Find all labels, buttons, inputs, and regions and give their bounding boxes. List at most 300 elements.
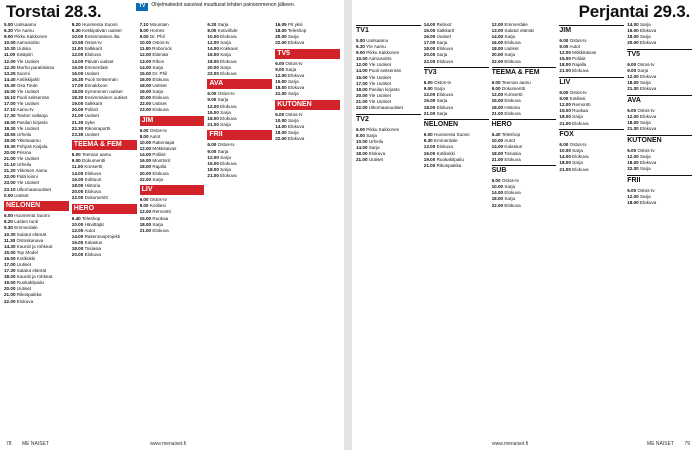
program-listing xyxy=(492,34,557,40)
program-listing xyxy=(4,150,69,156)
program-time: 19.30 xyxy=(4,143,16,149)
program-time: 10.00 xyxy=(491,184,504,190)
program-listing xyxy=(140,197,205,203)
program-listing xyxy=(4,156,69,162)
program-time: 14.00 xyxy=(275,124,287,130)
program-listing xyxy=(492,59,557,65)
program-title: Ostos-tv xyxy=(217,142,235,148)
program-title: Elokuva xyxy=(639,86,657,92)
program-title: Sarja xyxy=(436,40,448,46)
program-time: 9.00 xyxy=(356,50,365,56)
program-listing xyxy=(140,164,205,170)
program-time: 6.20 xyxy=(207,22,217,27)
program-listing xyxy=(627,154,692,160)
channel-header: TV1 xyxy=(356,25,421,36)
program-title: Puoli seitsemän xyxy=(368,68,402,74)
program-listing xyxy=(4,46,69,52)
program-time: 6.40 xyxy=(491,132,501,138)
program-time: 23.00 xyxy=(139,107,152,113)
program-listing xyxy=(140,134,205,140)
channel-header: SUB xyxy=(492,165,557,176)
program-title: Sarja xyxy=(572,160,583,166)
program-title: Kauniit ja rohkeat xyxy=(16,243,53,249)
program-time: 14.40 xyxy=(4,76,16,82)
program-title: Sarja xyxy=(287,91,299,97)
program-time: 12.00 xyxy=(559,102,571,108)
program-listing xyxy=(275,34,340,40)
program-title: Ostos-tv xyxy=(149,197,167,203)
program-title: Prisma xyxy=(16,149,32,155)
program-title: Elokuva xyxy=(436,92,453,98)
program-listing xyxy=(140,59,205,65)
program-title: Ostos-tv xyxy=(637,147,655,153)
program-listing xyxy=(492,157,557,163)
program-title: Kymmenen uutiset xyxy=(84,89,123,95)
program-time: 6.40 xyxy=(71,215,81,221)
listing-columns-right xyxy=(356,22,692,434)
program-title: Huomenta Suomi xyxy=(14,213,50,219)
program-listing xyxy=(207,91,272,97)
program-time: 21.00 xyxy=(356,157,368,163)
program-title: Ostos-tv xyxy=(149,127,167,133)
program-time: 18.00 xyxy=(423,104,436,110)
program-listing xyxy=(424,52,489,58)
program-time: 18.00 xyxy=(139,164,152,170)
program-title: Emmerdale xyxy=(84,64,109,70)
program-title: Top Model xyxy=(16,249,38,255)
program-time: 21.00 xyxy=(207,172,219,178)
program-time: 14.00 xyxy=(139,64,152,70)
program-listing xyxy=(72,240,137,246)
program-time: 14.00 xyxy=(71,233,84,239)
program-time: 16.00 xyxy=(491,40,504,46)
program-listing xyxy=(72,195,137,201)
program-time: 18.00 xyxy=(71,89,84,95)
program-time: 15.00 xyxy=(4,249,16,255)
program-title: Dr. Phil xyxy=(152,70,168,76)
program-listing xyxy=(4,187,69,193)
program-listing xyxy=(492,178,557,184)
program-title: Mökkitaivas xyxy=(572,50,597,56)
program-time: 10.00 xyxy=(139,40,152,46)
program-listing xyxy=(424,46,489,52)
magazine-name-right: ME NAISET xyxy=(647,441,674,447)
program-time: 10.00 xyxy=(356,138,368,144)
program-listing xyxy=(4,77,69,83)
program-listing xyxy=(424,80,489,86)
program-title: Sisäpiiri xyxy=(16,52,33,58)
program-time: 14.00 xyxy=(559,154,571,160)
program-title: Yle Uutiset xyxy=(368,74,391,80)
program-listing xyxy=(424,132,489,138)
program-time: 18.00 xyxy=(627,34,639,40)
program-listing xyxy=(207,110,272,116)
program-time: 21.00 xyxy=(275,91,287,97)
program-listing xyxy=(424,157,489,163)
program-listing xyxy=(72,164,137,170)
program-title: Elokuva xyxy=(504,40,521,46)
program-title: Urheilu xyxy=(368,138,384,144)
program-listing xyxy=(72,34,137,40)
program-time: 15.00 xyxy=(491,98,504,104)
program-listing xyxy=(207,155,272,161)
program-time: 16.00 xyxy=(139,158,152,164)
program-title: Poliisit xyxy=(84,107,98,113)
program-title: Dr. Phil xyxy=(149,34,165,40)
program-time: 11.00 xyxy=(4,52,16,58)
program-time: 18.00 xyxy=(491,46,504,52)
program-title: Mökkitaivas xyxy=(152,146,177,152)
program-time: 9.20 xyxy=(71,22,81,27)
program-title: Sarja xyxy=(285,66,297,72)
program-time: 22.30 xyxy=(71,125,84,131)
program-time: 19.00 xyxy=(423,156,436,162)
program-listing xyxy=(424,34,489,40)
program-listing xyxy=(140,140,205,146)
program-time: 11.00 xyxy=(139,46,151,52)
program-title: Kalastus xyxy=(504,144,522,150)
program-time: 15.00 xyxy=(139,215,152,221)
page-title-right: Perjantai 29.3. xyxy=(578,2,690,21)
program-time: 21.30 xyxy=(71,119,84,125)
listing-column xyxy=(559,22,624,434)
program-listing xyxy=(72,113,137,119)
program-time: 18.30 xyxy=(4,125,16,131)
program-listing xyxy=(4,244,69,250)
program-title: Aamusoitto xyxy=(368,56,392,62)
program-listing xyxy=(72,126,137,132)
program-listing xyxy=(207,97,272,103)
program-listing xyxy=(559,108,624,114)
program-listing xyxy=(424,28,489,34)
program-title: Kotiliesi xyxy=(149,203,166,209)
program-listing xyxy=(4,107,69,113)
program-time: 6.00 xyxy=(71,152,81,158)
program-time: 14.00 xyxy=(491,190,504,196)
program-listing xyxy=(627,120,692,126)
program-title: Elokuva xyxy=(436,144,453,150)
program-time: 13.00 xyxy=(139,58,152,64)
program-listing xyxy=(72,77,137,83)
program-title: Dokumentti xyxy=(501,86,526,92)
program-title: Elokuva xyxy=(639,28,657,34)
program-time: 6.00 xyxy=(627,61,637,67)
program-listing xyxy=(72,177,137,183)
program-time: 18.00 xyxy=(423,46,436,52)
program-title: Yle Uutiset xyxy=(368,62,391,68)
program-title: Sarja xyxy=(220,40,231,46)
program-listing xyxy=(559,160,624,166)
program-title: Yle Uutiset xyxy=(16,156,39,162)
program-time: 20.00 xyxy=(71,188,84,194)
program-title: Elokuva xyxy=(16,298,34,304)
program-time: 0.00 xyxy=(4,192,13,198)
program-time: 20.00 xyxy=(71,107,84,113)
program-title: Elokuva xyxy=(152,95,169,101)
program-listing xyxy=(4,219,69,225)
program-time: 18.00 xyxy=(71,246,84,251)
program-listing xyxy=(424,22,489,28)
program-title: Elokuva xyxy=(220,103,237,109)
program-title: Remontti xyxy=(572,102,591,108)
program-listing xyxy=(559,68,624,74)
program-time: 6.00 xyxy=(559,142,569,148)
program-title: Hävittäjät xyxy=(84,221,104,227)
program-listing xyxy=(424,138,489,144)
program-title: Uutiset xyxy=(84,113,99,119)
program-listing xyxy=(424,98,489,104)
program-time: 15.00 xyxy=(559,108,571,114)
program-title: Sarja xyxy=(220,154,231,160)
program-title: Kulttuuri xyxy=(84,176,102,182)
program-listing xyxy=(356,127,421,133)
page-title-left: Torstai 28.3. xyxy=(6,2,102,21)
program-time: 9.30 xyxy=(71,28,81,34)
program-time: 10.00 xyxy=(491,138,504,144)
program-listing xyxy=(140,158,205,164)
program-listing xyxy=(72,89,137,95)
program-time: 16.00 xyxy=(4,89,16,95)
program-listing xyxy=(559,96,624,102)
program-listing xyxy=(72,95,137,101)
program-time: 6.00 xyxy=(275,60,285,66)
program-listing xyxy=(207,122,272,128)
program-title: Elokuva xyxy=(436,58,453,64)
program-listing xyxy=(140,83,205,89)
program-time: 21.00 xyxy=(207,121,219,127)
program-title: Yle Uutiset xyxy=(16,58,39,64)
program-time: 6.00 xyxy=(207,142,217,148)
listing-column xyxy=(356,22,421,434)
program-listing xyxy=(4,280,69,286)
program-time: 6.00 xyxy=(207,91,217,97)
program-time: 14.00 xyxy=(491,144,504,150)
program-title: Uutiset xyxy=(368,157,384,163)
program-time: 19.00 xyxy=(4,137,16,143)
program-time: 6.00 xyxy=(627,107,637,113)
magazine-url-left[interactable]: www.menaiset.fi xyxy=(150,441,187,447)
program-title: Elokuva xyxy=(152,107,169,113)
program-listing xyxy=(72,59,137,65)
program-listing xyxy=(356,44,421,50)
program-title: Poliisit xyxy=(152,152,166,158)
channel-header: AVA xyxy=(207,79,272,89)
program-title: Kalastus xyxy=(84,239,103,245)
program-listing xyxy=(559,90,624,96)
program-time: 12.00 xyxy=(4,58,16,64)
program-time: 12.00 xyxy=(356,62,368,68)
program-listing xyxy=(356,68,421,74)
program-title: Teleshop xyxy=(81,215,101,221)
program-time: 9.00 xyxy=(559,96,569,102)
program-listing xyxy=(4,168,69,174)
program-listing xyxy=(140,77,205,83)
program-title: Sarja xyxy=(504,52,516,58)
program-title: Sarja xyxy=(368,144,380,150)
page-number-left: 78 xyxy=(6,441,12,447)
program-listing xyxy=(4,40,69,46)
program-time: 10.00 xyxy=(559,148,571,154)
program-time: 15.00 xyxy=(423,28,436,34)
program-time: 21.00 xyxy=(491,156,504,162)
program-time: 22.00 xyxy=(627,166,639,171)
program-title: Mountain xyxy=(149,22,169,27)
program-listing xyxy=(72,83,137,89)
program-title: Sarja xyxy=(572,114,583,120)
program-title: Keskipäivän uutiset xyxy=(82,28,122,34)
program-time: 18.00 xyxy=(4,119,16,125)
program-title: Teeman aamu xyxy=(81,152,112,158)
program-title: Tosiasia xyxy=(504,150,521,156)
program-title: Sarja xyxy=(220,109,231,115)
program-title: Emmerdale xyxy=(14,225,38,231)
program-title: Elokuva xyxy=(504,156,521,162)
program-title: Uutiset xyxy=(84,131,99,137)
program-title: Kotiliesi xyxy=(569,96,586,102)
program-time: 15.00 xyxy=(423,98,436,104)
program-time: 12.00 xyxy=(423,92,436,98)
program-time: 22.00 xyxy=(139,101,152,107)
program-time: 8.00 xyxy=(139,134,149,139)
program-title: Elokuva xyxy=(639,74,657,80)
program-time: 18.00 xyxy=(559,62,571,68)
program-time: 6.00 xyxy=(559,38,569,43)
program-time: 18.00 xyxy=(207,115,219,121)
program-title: Elokuva xyxy=(84,188,101,194)
program-time: 18.00 xyxy=(275,85,287,91)
program-title: Elokuva xyxy=(436,46,453,52)
program-listing xyxy=(4,292,69,298)
program-title: Elokuva xyxy=(504,110,521,116)
program-title: Elokuva xyxy=(220,58,237,64)
program-listing xyxy=(140,71,205,77)
program-time: 22.00 xyxy=(71,194,84,200)
program-title: Elokuva xyxy=(639,40,657,46)
program-listing xyxy=(72,132,137,138)
program-time: 17.00 xyxy=(423,40,436,46)
program-listing xyxy=(356,56,421,62)
program-listing xyxy=(627,166,692,172)
program-listing xyxy=(356,38,421,44)
program-title: Yle Uutiset xyxy=(368,80,391,86)
program-listing xyxy=(627,80,692,86)
program-time: 18.00 xyxy=(139,221,152,227)
program-listing xyxy=(424,92,489,98)
program-title: Salkkarit xyxy=(84,101,103,107)
program-listing xyxy=(627,114,692,120)
program-title: Elokuva xyxy=(220,70,237,76)
program-time: 6.00 xyxy=(423,132,433,138)
channel-header: KUTONEN xyxy=(275,100,340,110)
program-listing xyxy=(424,144,489,150)
program-time: 12.00 xyxy=(627,113,639,119)
program-time: 6.00 xyxy=(139,127,149,133)
program-title: Sarja xyxy=(637,67,649,73)
listing-column xyxy=(627,22,692,434)
program-listing xyxy=(275,85,340,91)
program-title: Ruokaa xyxy=(572,108,589,114)
program-time: 17.00 xyxy=(4,101,16,107)
program-title: Kotikokki xyxy=(16,255,36,261)
program-title: Sarja xyxy=(220,52,231,58)
program-time: 19.00 xyxy=(4,280,16,286)
program-title: Sarja xyxy=(220,121,231,127)
program-time: 22.00 xyxy=(491,202,504,208)
program-time: 18.00 xyxy=(356,151,368,156)
program-title: Pidä kiinni xyxy=(16,174,38,180)
program-title: Ostos-tv xyxy=(569,142,587,148)
program-title: Ostoskanava xyxy=(16,237,44,243)
program-time: 23.10 xyxy=(4,186,16,192)
program-title: Uutiset xyxy=(84,70,99,76)
program-title: Salkkarit xyxy=(436,28,455,34)
program-listing xyxy=(72,71,137,77)
program-time: 17.30 xyxy=(4,268,16,274)
magazine-url-right[interactable]: www.menaiset.fi xyxy=(492,441,529,447)
program-time: 18.00 xyxy=(139,82,152,88)
program-listing xyxy=(4,28,69,34)
program-time: 9.00 xyxy=(71,158,81,164)
program-listing xyxy=(356,151,421,157)
program-listing xyxy=(4,101,69,107)
program-time: 16.00 xyxy=(423,150,436,156)
program-listing xyxy=(275,91,340,97)
program-listing xyxy=(72,183,137,189)
program-title: Konsertti xyxy=(84,164,103,170)
program-time: 15.00 xyxy=(275,79,287,85)
program-title: Päivän uutiset xyxy=(84,58,114,64)
program-listing xyxy=(275,61,340,67)
program-listing xyxy=(4,299,69,305)
program-title: Elokuva xyxy=(504,58,521,64)
program-time: 12.00 xyxy=(423,144,436,150)
program-listing xyxy=(424,40,489,46)
program-time: 12.00 xyxy=(207,40,219,46)
program-listing xyxy=(627,194,692,200)
program-time: 18.00 xyxy=(491,104,504,110)
program-time: 16.00 xyxy=(207,52,219,58)
program-time: 22.00 xyxy=(207,70,219,76)
program-time: 18.00 xyxy=(4,274,16,280)
program-title: Rakennusprojekti xyxy=(84,233,121,239)
program-listing xyxy=(559,142,624,148)
program-title: Antiikkijahti xyxy=(16,76,40,82)
program-title: Ostos-tv xyxy=(285,60,303,66)
program-listing xyxy=(627,74,692,80)
program-listing xyxy=(4,268,69,274)
program-listing xyxy=(140,203,205,209)
program-title: Sarja xyxy=(287,118,299,124)
program-listing xyxy=(4,250,69,256)
program-time: 18.00 xyxy=(627,199,639,205)
program-listing xyxy=(627,108,692,114)
program-listing xyxy=(627,34,692,40)
program-listing xyxy=(492,80,557,86)
program-listing xyxy=(72,216,137,222)
program-listing xyxy=(492,105,557,111)
program-listing xyxy=(207,71,272,77)
program-time: 21.00 xyxy=(559,166,571,172)
program-time: 18.30 xyxy=(71,95,84,101)
program-title: Elokuva xyxy=(287,124,305,130)
program-title: Remontti xyxy=(152,209,171,215)
program-title: Autot xyxy=(84,227,96,233)
program-time: 20.00 xyxy=(71,252,84,258)
program-time: 18.00 xyxy=(559,114,571,120)
program-listing xyxy=(559,50,624,56)
program-time: 18.00 xyxy=(627,80,639,86)
program-listing xyxy=(492,86,557,92)
